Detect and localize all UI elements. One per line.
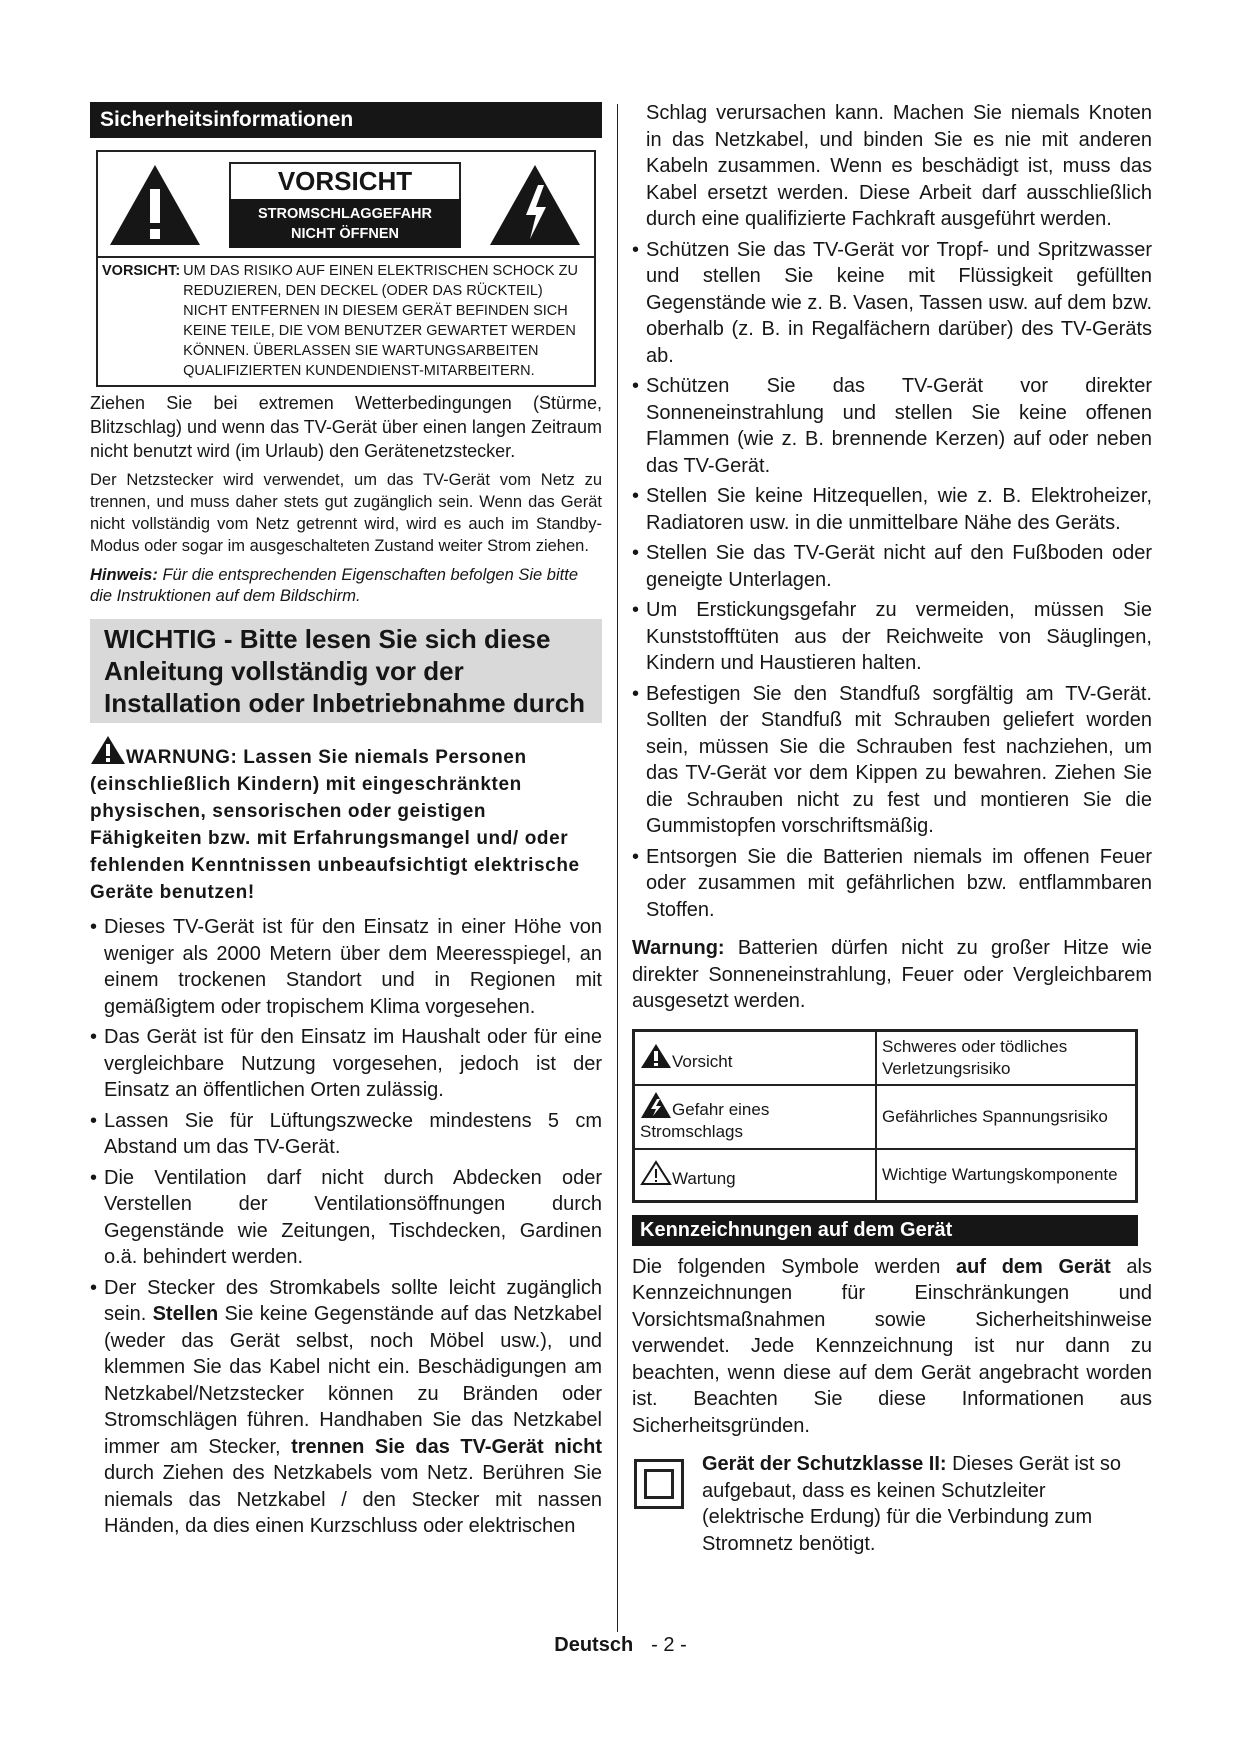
caution-text-label: VORSICHT: — [102, 263, 181, 279]
symbol-description: Gefährliches Spannungsrisiko — [876, 1085, 1137, 1149]
symbol-cell — [634, 1085, 877, 1149]
warning-icon — [90, 735, 126, 765]
section-title-markings: Kennzeichnungen auf dem Gerät — [632, 1215, 1138, 1246]
right-bullet-list — [632, 237, 1152, 924]
list-item: • Um Erstickungsgefahr zu vermeiden, müssen Sie Kunststofftüten aus der Reichweite von Säuglingen, Kindern und Haustieren halten. — [632, 597, 1152, 677]
paragraph-mains-plug: Der Netzstecker wird verwendet, um das TV-Gerät vom Netz zu trennen, und muss daher stets gut zugänglich sein. Wenn das Gerät nicht vollständig vom Netz getrennt wird, wird es auch im Standby-Modus oder sogar im ausgeschalteten Zustand weiter Strom ziehen. — [90, 471, 602, 555]
note-text: Für die entsprechenden Eigenschaften befolgen Sie bitte die Instruktionen auf dem Bildschirm. — [90, 566, 578, 605]
right-column — [632, 100, 1152, 1557]
left-bullet-list — [90, 914, 602, 1540]
caution-title: VORSICHT — [229, 162, 461, 199]
list-item: • Befestigen Sie den Standfuß sorgfältig am TV-Gerät. Sollten der Standfuß mit Schrauben geliefert worden sein, müssen Sie die Schrauben fest nachziehen, um das TV-Gerät vor dem Kippen zu bewahren. Ziehen Sie die Schrauben nicht zu fest und montieren Sie die Gummistopfen vorschriftsmäßig. — [632, 681, 1152, 840]
markings-paragraph: Die folgenden Symbole werden auf dem Gerät als Kennzeichnungen für Einschränkungen und Vorsichtsmaßnahmen sowie Sicherheitshinweise verwendet. Jede Kennzeichnung ist nur dann zu beachten, wenn diese auf dem Gerät angebracht worden ist. Beachten Sie diese Informationen aus Sicherheitsgründen. — [632, 1255, 1152, 1437]
list-item: • Dieses TV-Gerät ist für den Einsatz in einer Höhe von weniger als 2000 Metern über dem Meeresspiegel, an einem trockenen Standort und in Regionen mit gemäßigtem oder tropischem Klima vorgesehen. — [90, 914, 602, 1020]
class-ii-label: Gerät der Schutzklasse II: — [702, 1453, 947, 1475]
continuation-paragraph: Schlag verursachen kann. Machen Sie niemals Knoten in das Netzkabel, und binden Sie es nie mit anderen Kabeln zusammen. Wenn es beschädigt ist, muss das Kabel ersetzt werden. Diese Arbeit darf ausschließlich durch eine qualifizierte Fachkraft ausgeführt werden. — [646, 102, 1152, 230]
warning-text: WARNUNG: Lassen Sie niemals Personen (einschließlich Kindern) mit eingeschränkten physischen, sensorischen oder geistigen Fähigkeiten bzw. mit Erfahrungsmangel und/ oder fehlenden Kenntnissen unbeaufsichtigt elektrische Geräte benutzen! — [90, 747, 580, 903]
list-item: • Stellen Sie keine Hitzequellen, wie z. B. Elektroheizer, Radiatoren usw. in die unmittelbare Nähe des Geräts. — [632, 483, 1152, 536]
footer-language: Deutsch — [554, 1634, 634, 1656]
warning-paragraph — [90, 735, 602, 906]
table-row — [634, 1149, 1137, 1202]
table-row — [634, 1030, 1137, 1085]
list-item-power-cord: • Der Stecker des Stromkabels sollte leicht zugänglich sein. Stellen Sie keine Gegenstände auf das Netzkabel (weder das Gerät selbst, noch Möbel usw.), und klemmen Sie das Kabel nicht ein. Beschädigungen am Netzkabel/Netzstecker können zu Bränden oder Stromschlägen führen. Handhaben Sie das Netzkabel immer am Stecker, trennen Sie das TV-Gerät nicht durch Ziehen des Netzkabels vom Netz. Berühren Sie niemals das Netzkabel / den Stecker mit nassen Händen, da dies einen Kurzschluss oder elektrischen — [90, 1275, 602, 1540]
warning-triangle-icon — [108, 163, 202, 247]
column-divider — [617, 104, 618, 1632]
list-item: • Das Gerät ist für den Einsatz im Haushalt oder für eine vergleichbare Nutzung vorgesehen, jedoch ist der Einsatz an öffentlichen Orten zulässig. — [90, 1024, 602, 1104]
list-item: • Die Ventilation darf nicht durch Abdecken oder Verstellen der Ventilationsöffnungen durch Gegenstände wie Zeitungen, Tischdecken, Gardinen o.ä. behindert werden. — [90, 1165, 602, 1271]
left-column — [90, 102, 602, 1544]
important-heading: WICHTIG - Bitte lesen Sie sich diese Anleitung vollständig vor der Installation oder Inbetriebnahme durch — [90, 619, 602, 723]
caution-subtitle: STROMSCHLAGGEFAHR NICHT ÖFFNEN — [229, 199, 461, 248]
section-title-safety: Sicherheitsinformationen — [90, 102, 602, 138]
symbol-description: Schweres oder tödliches Verletzungsrisiko — [876, 1030, 1137, 1085]
caution-box — [96, 150, 596, 387]
list-item: • Schützen Sie das TV-Gerät vor direkter Sonneneinstrahlung und stellen Sie keine offenen Flammen (wie z. B. brennende Kerzen) auf oder neben das TV-Gerät. — [632, 373, 1152, 479]
battery-warning-label: Warnung: — [632, 937, 725, 959]
warning-triangle-filled-icon — [640, 1043, 672, 1069]
caution-header — [98, 152, 594, 258]
symbol-label: Gefahr eines Stromschlags — [640, 1099, 770, 1141]
page-number: - 2 - — [651, 1634, 687, 1656]
class-ii-section — [632, 1451, 1152, 1557]
caution-text — [98, 258, 594, 385]
list-item: • Stellen Sie das TV-Gerät nicht auf den Fußboden oder geneigte Unterlagen. — [632, 540, 1152, 593]
paragraph-weather: Ziehen Sie bei extremen Wetterbedingungen (Stürme, Blitzschlag) und wenn das TV-Gerät über einen langen Zeitraum nicht benutzt wird (im Urlaub) den Gerätenetzstecker. — [90, 393, 602, 461]
symbol-cell — [634, 1030, 877, 1085]
class-ii-text: Gerät der Schutzklasse II: Dieses Gerät ist so aufgebaut, dass es keinen Schutzleiter (elektrische Erdung) für die Verbindung zum Stromnetz benötigt. — [702, 1453, 1122, 1555]
list-item: • Entsorgen Sie die Batterien niemals im offenen Feuer oder zusammen mit gefährlichen bzw. entflammbaren Stoffen. — [632, 844, 1152, 924]
list-item: • Schützen Sie das TV-Gerät vor Tropf- und Spritzwasser und stellen Sie keine mit Flüssigkeit gefüllten Gegenstände wie z. B. Vasen, Tassen usw. auf dem bzw. oberhalb (z. B. in Regalfächern darüber) des TV-Geräts ab. — [632, 237, 1152, 370]
lightning-triangle-icon — [488, 163, 582, 247]
symbol-label: Vorsicht — [672, 1051, 733, 1071]
battery-warning-text: Batterien dürfen nicht zu großer Hitze wie direkter Sonneneinstrahlung, Feuer oder Vergleichbarem ausgesetzt werden. — [632, 937, 1152, 1012]
note-label: Hinweis: — [90, 566, 158, 584]
list-item: • Lassen Sie für Lüftungszwecke mindestens 5 cm Abstand um das TV-Gerät. — [90, 1108, 602, 1161]
caution-label — [229, 162, 461, 248]
symbol-description: Wichtige Wartungskomponente — [876, 1149, 1137, 1202]
caution-text-body: UM DAS RISIKO AUF EINEN ELEKTRISCHEN SCHOCK ZU REDUZIEREN, DEN DECKEL (ODER DAS RÜCKTEIL) NICHT ENTFERNEN IN DIESEM GERÄT BEFINDEN SICH KEINE TEILE, DIE VOM BENUTZER GEWARTET WERDEN KÖNNEN. ÜBERLASSEN SIE WARTUNGSARBEITEN QUALIFIZIERTEN KUNDENDIENST-MITARBEITERN. — [183, 263, 578, 379]
symbol-table — [632, 1029, 1138, 1203]
symbol-cell — [634, 1149, 877, 1202]
warning-triangle-outline-icon — [640, 1160, 672, 1186]
battery-warning — [632, 935, 1152, 1015]
page-footer — [0, 1634, 1241, 1657]
electric-shock-triangle-icon — [640, 1091, 672, 1119]
symbol-label: Wartung — [672, 1168, 736, 1188]
table-row — [634, 1085, 1137, 1149]
class-ii-double-square-icon — [634, 1459, 684, 1509]
note — [90, 565, 602, 607]
